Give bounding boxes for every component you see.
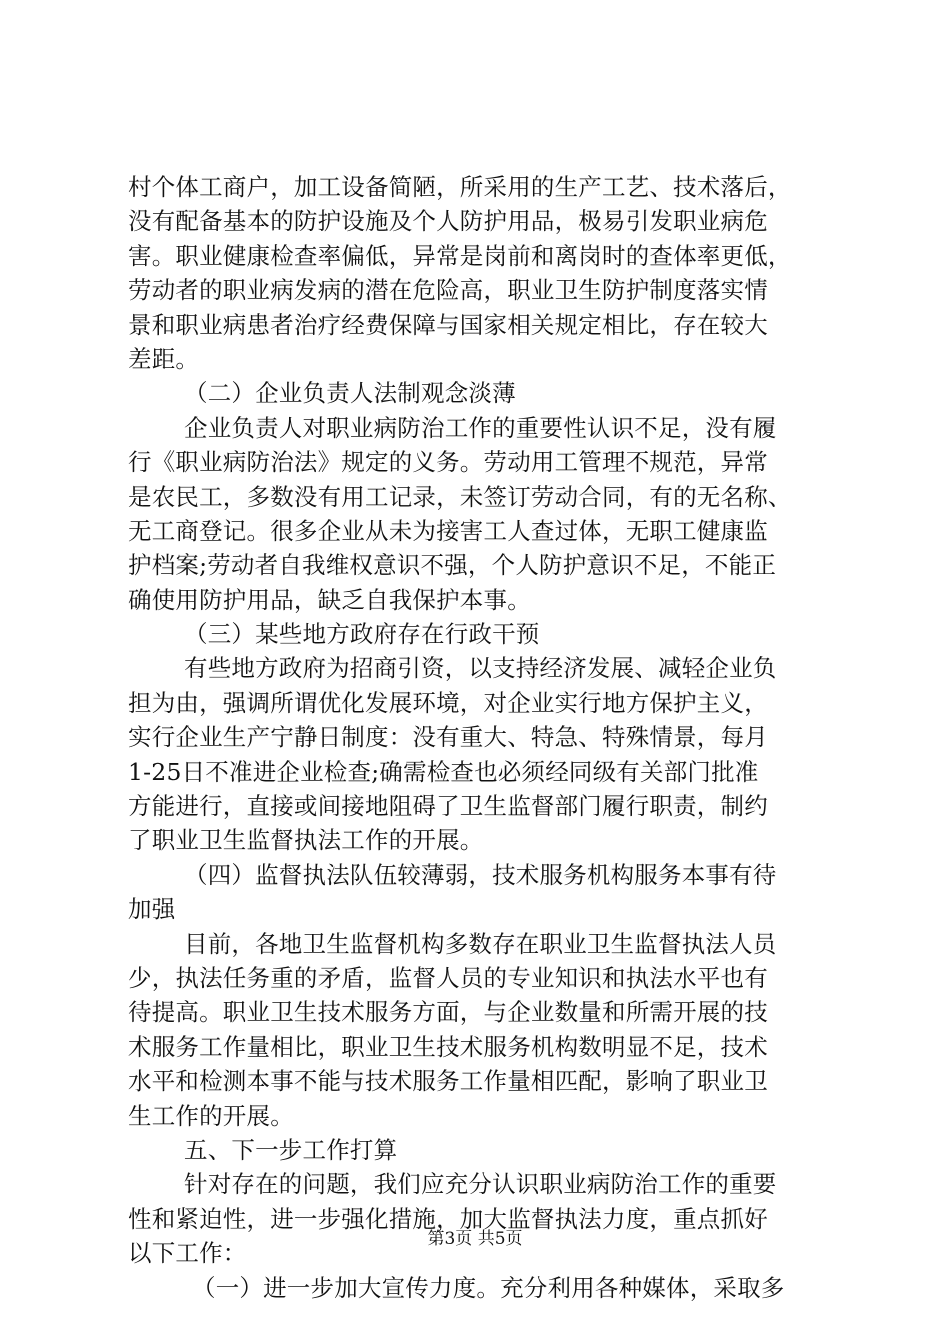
body-line: 行《职业病防治法》规定的义务。劳动用工管理不规范，异常 — [128, 448, 768, 477]
document-body — [128, 170, 828, 1305]
body-line: 担为由，强调所谓优化发展环境，对企业实行地方保护主义， — [128, 688, 768, 717]
body-line: 村个体工商户，加工设备简陋，所采用的生产工艺、技术落后， — [128, 173, 792, 201]
section-heading: （二）企业负责人法制观念淡薄 — [184, 379, 516, 408]
body-line: 差距。 — [128, 344, 200, 373]
section-heading-continued: 加强 — [128, 895, 176, 924]
body-line: 是农民工，多数没有用工记录，未签订劳动合同，有的无名称、 — [128, 482, 792, 511]
paragraph-first-line: 目前，各地卫生监督机构多数存在职业卫生监督执法人员 — [184, 929, 777, 958]
body-line: 确使用防护用品，缺乏自我保护本事。 — [128, 585, 531, 614]
body-line: 无工商登记。很多企业从未为接害工人查过体，无职工健康监 — [128, 516, 768, 545]
paragraph-first-line: 企业负责人对职业病防治工作的重要性认识不足，没有履 — [184, 413, 777, 442]
body-line: 护档案;劳动者自我维权意识不强，个人防护意识不足，不能正 — [128, 551, 777, 580]
body-line: 1-25日不准进企业检查;确需检查也必须经同级有关部门批准 — [128, 757, 759, 786]
body-line: 生工作的开展。 — [128, 1101, 294, 1130]
section-heading: 五、下一步工作打算 — [184, 1135, 398, 1164]
body-line: 少，执法任务重的矛盾，监督人员的专业知识和执法水平也有 — [128, 963, 768, 992]
body-line: 以下工作： — [128, 1239, 247, 1268]
body-line: 水平和检测本事不能与技术服务工作量相匹配，影响了职业卫 — [128, 1067, 768, 1096]
body-line: 实行企业生产宁静日制度：没有重大、特急、特殊情景，每月 — [128, 723, 768, 752]
body-line: 方能进行，直接或间接地阻碍了卫生监督部门履行职责，制约 — [128, 792, 768, 821]
body-line: 景和职业病患者治疗经费保障与国家相关规定相比，存在较大 — [128, 310, 768, 339]
body-line: 性和紧迫性，进一步强化措施，加大监督执法力度，重点抓好 — [128, 1204, 768, 1233]
paragraph-first-line: 有些地方政府为招商引资，以支持经济发展、减轻企业负 — [184, 654, 777, 683]
body-line: 待提高。职业卫生技术服务方面，与企业数量和所需开展的技 — [128, 998, 768, 1027]
body-line: 没有配备基本的防护设施及个人防护用品，极易引发职业病危 — [128, 207, 768, 236]
page-number-footer: 第3页 共5页 — [427, 1229, 523, 1249]
body-line: 了职业卫生监督执法工作的开展。 — [128, 826, 484, 855]
section-heading: （一）进一步加大宣传力度。充分利用各种媒体，采取多 — [192, 1273, 785, 1302]
paragraph-first-line: 针对存在的问题，我们应充分认识职业病防治工作的重要 — [184, 1170, 777, 1199]
body-line: 术服务工作量相比，职业卫生技术服务机构数明显不足，技术 — [128, 1032, 768, 1061]
body-line: 害。职业健康检查率偏低，异常是岗前和离岗时的查体率更低， — [128, 241, 792, 270]
body-line: 劳动者的职业病发病的潜在危险高，职业卫生防护制度落实情 — [128, 276, 768, 305]
section-heading: （四）监督执法队伍较薄弱，技术服务机构服务本事有待 — [184, 860, 777, 889]
section-heading: （三）某些地方政府存在行政干预 — [184, 620, 540, 649]
